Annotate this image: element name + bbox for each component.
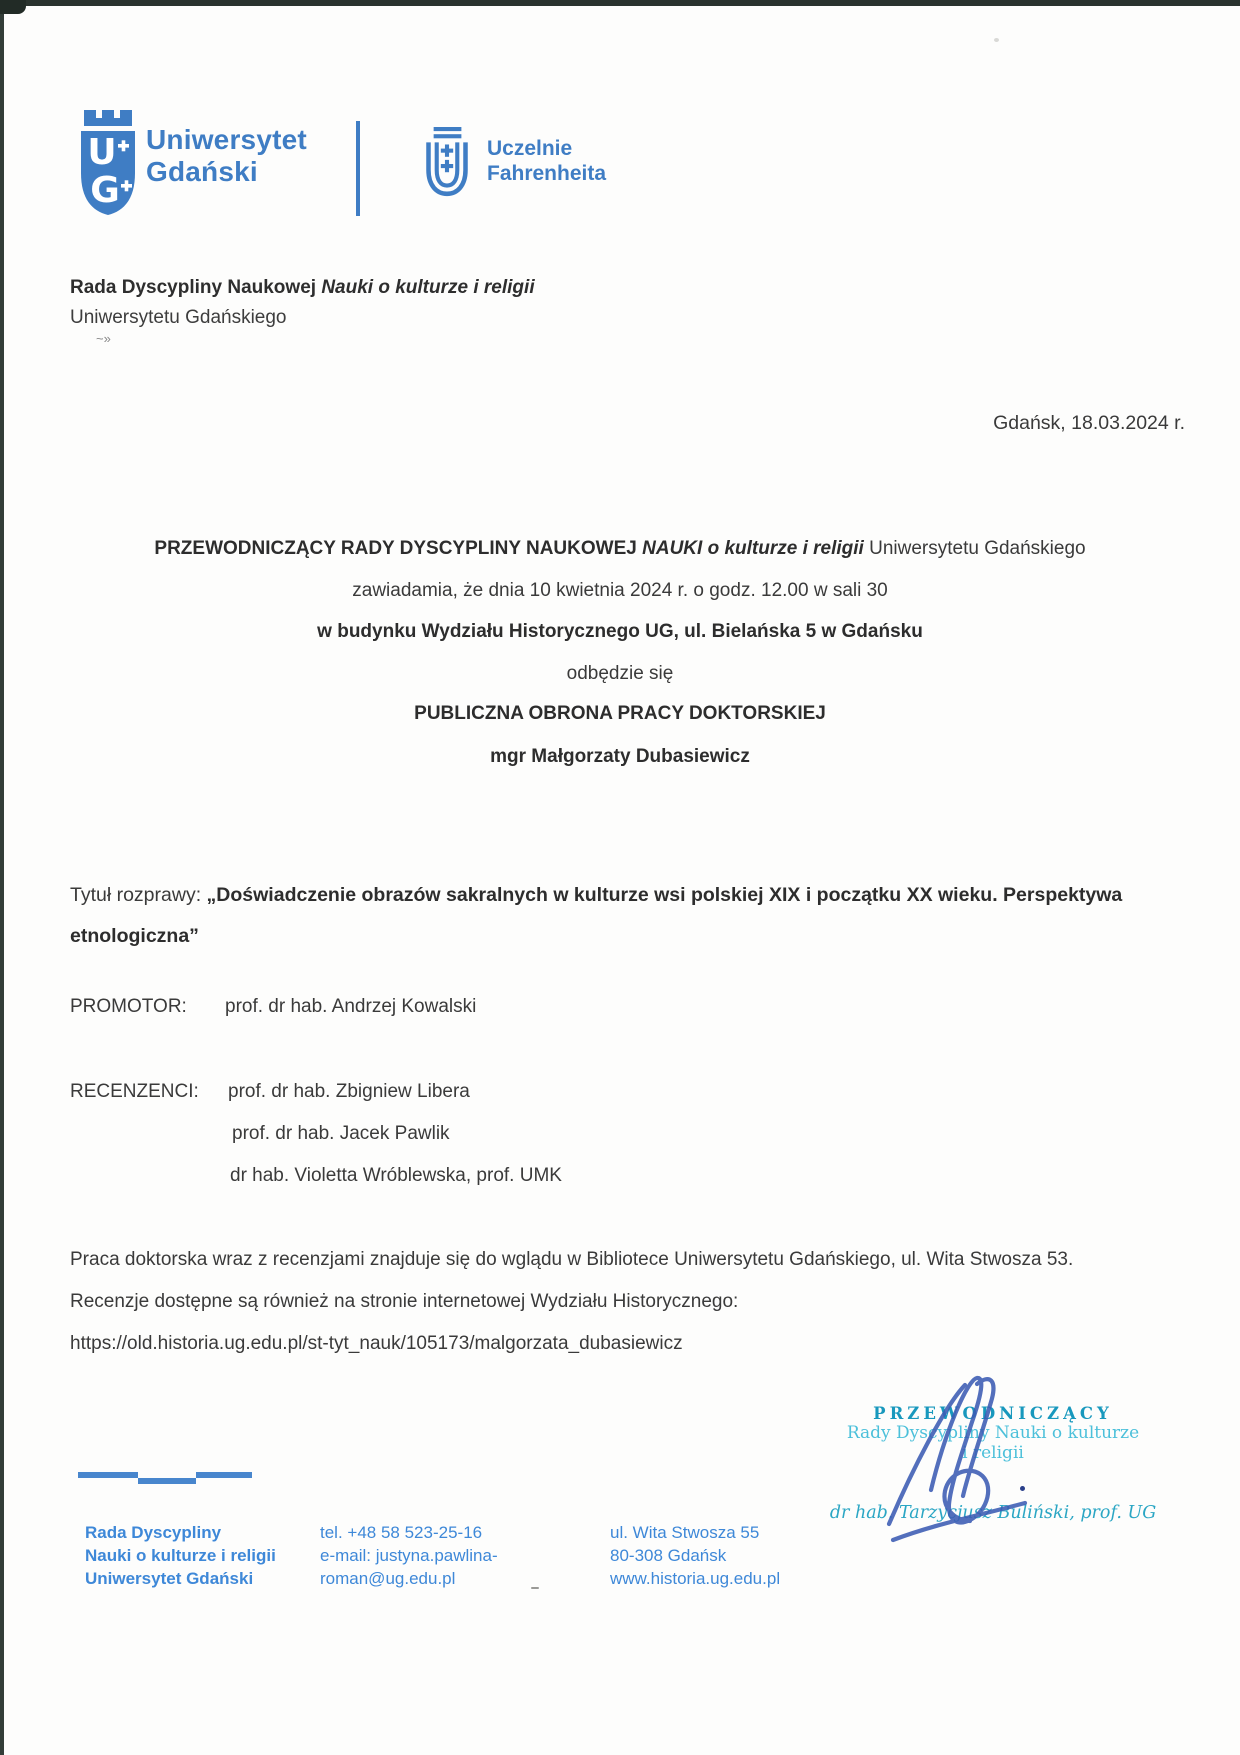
footer-email-line1: e-mail: justyna.pawlina-: [320, 1546, 498, 1565]
thesis-title-block: [70, 875, 1190, 957]
signatory-name: dr hab. Tarzycjusz Buliński, prof. UG: [829, 1503, 1157, 1523]
stamp-council-line2: i religii: [962, 1443, 1024, 1463]
announcement-venue: w budynku Wydziału Historycznego UG, ul. Bielańska 5 w Gdańsku: [317, 621, 923, 642]
availability-url: https://old.historia.ug.edu.pl/st-tyt_nauk/105173/malgorzata_dubasiewicz: [70, 1333, 683, 1354]
announcement-line2: zawiadamia, że dnia 10 kwietnia 2024 r. o godz. 12.00 w sali 30: [352, 580, 888, 601]
announcement-event: PUBLICZNA OBRONA PRACY DOKTORSKIEJ: [414, 703, 826, 724]
announcement-line4: odbędzie się: [566, 663, 674, 684]
footer-org-line3: Uniwersytet Gdański: [85, 1569, 254, 1588]
footer-website: www.historia.ug.edu.pl: [610, 1569, 781, 1588]
fahrenheit-logo-line1: Uczelnie: [487, 137, 573, 160]
ug-logo-line2: Gdański: [146, 156, 258, 187]
sender-org-discipline: Nauki o kulturze i religii: [321, 277, 535, 298]
fahrenheit-u-cross-logo-icon: [420, 127, 474, 201]
footer-org-line2: Nauki o kulturze i religii: [85, 1546, 276, 1565]
availability-line2: Recenzje dostępne są również na stronie internetowej Wydziału Historycznego:: [70, 1291, 739, 1312]
fahrenheit-logo-line2: Fahrenheita: [487, 162, 607, 185]
footer-contact-column: [320, 1521, 498, 1590]
recenzenci-label: RECENZENCI:: [70, 1081, 199, 1102]
svg-text:U: U: [87, 132, 117, 173]
availability-line1: Praca doktorska wraz z recenzjami znajduje się do wglądu w Bibliotece Uniwersytetu Gdańskiego, ul. Wita Stwosza 53.: [70, 1249, 1074, 1270]
scan-speck: [531, 1587, 539, 1589]
scan-edge-top: [0, 0, 1240, 6]
sender-org-line2: Uniwersytetu Gdańskiego: [70, 307, 287, 328]
announcement-line6: [35, 746, 1205, 768]
fahrenheit-logo-wordmark: [487, 136, 606, 186]
stamp-title: PRZEWODNICZĄCY: [873, 1404, 1113, 1423]
ug-shield-crown-logo-icon: [78, 110, 138, 218]
footer-phone: tel. +48 58 523-25-16: [320, 1523, 483, 1542]
ug-logo-wordmark: [146, 124, 307, 188]
footer-street: ul. Wita Stwosza 55: [610, 1523, 760, 1542]
thesis-title-line1: „Doświadczenie obrazów sakralnych w kulturze wsi polskiej XIX i początku XX wieku. Perspektywa: [206, 884, 1123, 906]
footer-accent-bar-left: [78, 1472, 138, 1478]
sender-org-line1: [70, 277, 535, 299]
svg-text:G: G: [90, 170, 120, 211]
reviewer-name-2: prof. dr hab. Jacek Pawlik: [232, 1123, 450, 1144]
announcement-university: Uniwersytetu Gdańskiego: [863, 538, 1086, 559]
stamp-council-line1: Rady Dyscypliny Nauki o kulturze: [846, 1423, 1140, 1443]
announcement-line3: [35, 621, 1205, 643]
sender-org-name: Rada Dyscypliny Naukowej: [70, 277, 322, 298]
place-date-line: Gdańsk, 18.03.2024 r.: [993, 412, 1185, 434]
scan-speck: [994, 38, 999, 42]
promotor-label: PROMOTOR:: [70, 996, 187, 1017]
scan-artifact-mark: ~»: [96, 331, 111, 346]
footer-email-line2: roman@ug.edu.pl: [320, 1569, 456, 1588]
scan-edge-left: [0, 0, 4, 1755]
reviewer-name-3: dr hab. Violetta Wróblewska, prof. UMK: [230, 1165, 562, 1186]
footer-org-line1: Rada Dyscypliny: [85, 1523, 222, 1542]
footer-org-column: [85, 1521, 276, 1590]
thesis-title-label: Tytuł rozprawy:: [70, 884, 207, 906]
announcement-candidate: mgr Małgorzaty Dubasiewicz: [490, 746, 750, 767]
promotor-name: prof. dr hab. Andrzej Kowalski: [225, 996, 477, 1017]
handwritten-signature: [875, 1372, 1060, 1550]
announcement-line5: [35, 703, 1205, 725]
announcement-chair: PRZEWODNICZĄCY RADY DYSCYPLINY NAUKOWEJ: [154, 538, 643, 559]
reviewer-name-1: prof. dr hab. Zbigniew Libera: [228, 1081, 470, 1102]
footer-accent-bar-right: [196, 1472, 252, 1478]
logo-divider: [356, 121, 360, 216]
announcement-line1: [35, 538, 1205, 560]
announcement-discipline: NAUKI o kulturze i religii: [642, 538, 864, 559]
ug-logo-line1: Uniwersytet: [146, 124, 307, 155]
scan-edge-corner: [0, 0, 26, 14]
footer-city: 80-308 Gdańsk: [610, 1546, 727, 1565]
footer-address-column: [610, 1521, 780, 1590]
thesis-title-line2: etnologiczna”: [70, 925, 199, 947]
footer-accent-bar-middle: [138, 1478, 196, 1484]
